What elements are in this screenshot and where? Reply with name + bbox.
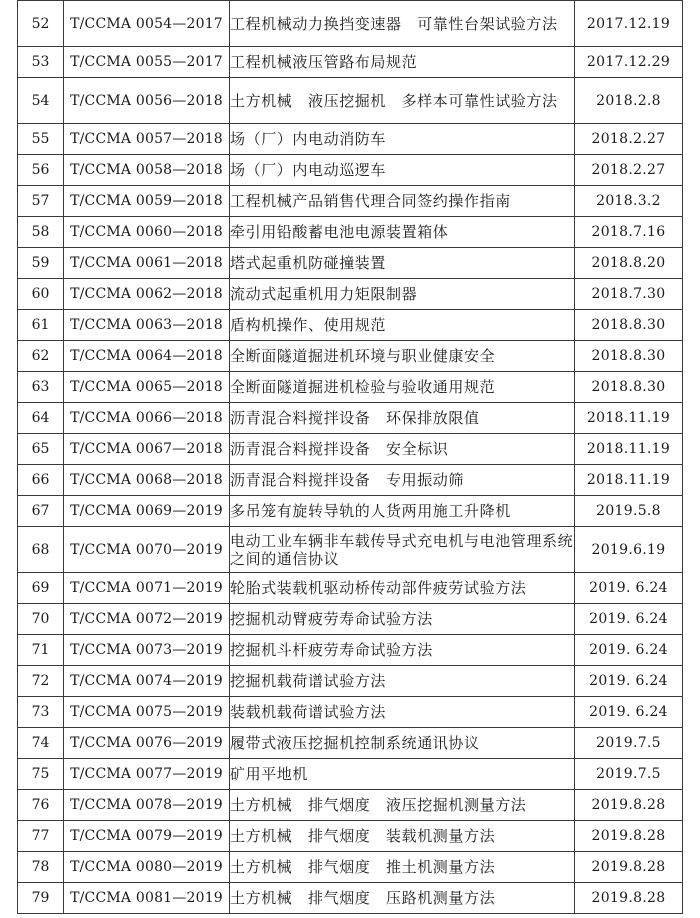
row-number-cell: 61 (18, 310, 64, 341)
row-number-cell: 70 (18, 604, 64, 635)
table-row (18, 666, 683, 697)
standard-code-cell: T/CCMA 0072—2019 (64, 604, 230, 635)
row-number-cell: 57 (18, 186, 64, 217)
standard-name-cell: 场（厂）内电动巡逻车 (230, 155, 575, 186)
standard-name-cell: 土方机械 排气烟度 推土机测量方法 (230, 852, 575, 883)
release-date-cell: 2019.7.5 (575, 759, 683, 790)
table-row (18, 821, 683, 852)
standard-code-cell: T/CCMA 0068—2018 (64, 465, 230, 496)
standard-name-cell: 挖掘机斗杆疲劳寿命试验方法 (230, 635, 575, 666)
release-date-cell: 2018.8.30 (575, 341, 683, 372)
table-row (18, 465, 683, 496)
standard-name-cell: 工程机械产品销售代理合同签约操作指南 (230, 186, 575, 217)
standard-code-cell: T/CCMA 0061—2018 (64, 248, 230, 279)
release-date-cell: 2019. 6.24 (575, 635, 683, 666)
standard-code-cell: T/CCMA 0059—2018 (64, 186, 230, 217)
release-date-cell: 2019. 6.24 (575, 604, 683, 635)
row-number-cell: 76 (18, 790, 64, 821)
standard-code-cell: T/CCMA 0055—2017 (64, 47, 230, 78)
release-date-cell: 2019. 6.24 (575, 697, 683, 728)
standard-name-cell: 流动式起重机用力矩限制器 (230, 279, 575, 310)
release-date-cell: 2019.8.28 (575, 790, 683, 821)
standard-code-cell: T/CCMA 0069—2019 (64, 496, 230, 527)
standard-code-cell: T/CCMA 0079—2019 (64, 821, 230, 852)
standard-code-cell: T/CCMA 0066—2018 (64, 403, 230, 434)
standard-code-cell: T/CCMA 0065—2018 (64, 372, 230, 403)
release-date-cell: 2018.11.19 (575, 434, 683, 465)
row-number-cell: 56 (18, 155, 64, 186)
standard-name-cell: 沥青混合料搅拌设备 专用振动筛 (230, 465, 575, 496)
standard-name-cell: 电动工业车辆非车载传导式充电机与电池管理系统之间的通信协议 (230, 527, 575, 573)
row-number-cell: 74 (18, 728, 64, 759)
standards-table-body (18, 1, 683, 914)
standard-code-cell: T/CCMA 0081—2019 (64, 883, 230, 914)
row-number-cell: 53 (18, 47, 64, 78)
standard-name-cell: 盾构机操作、使用规范 (230, 310, 575, 341)
row-number-cell: 78 (18, 852, 64, 883)
release-date-cell: 2018.2.8 (575, 78, 683, 124)
standard-name-cell: 土方机械 排气烟度 液压挖掘机测量方法 (230, 790, 575, 821)
table-row (18, 697, 683, 728)
standard-name-cell: 塔式起重机防碰撞装置 (230, 248, 575, 279)
release-date-cell: 2019. 6.24 (575, 573, 683, 604)
release-date-cell: 2018.7.30 (575, 279, 683, 310)
standard-name-cell: 装载机载荷谱试验方法 (230, 697, 575, 728)
table-row (18, 186, 683, 217)
row-number-cell: 71 (18, 635, 64, 666)
row-number-cell: 75 (18, 759, 64, 790)
standards-table (17, 0, 683, 914)
standard-name-cell: 沥青混合料搅拌设备 安全标识 (230, 434, 575, 465)
standard-code-cell: T/CCMA 0058—2018 (64, 155, 230, 186)
standard-code-cell: T/CCMA 0062—2018 (64, 279, 230, 310)
release-date-cell: 2018.8.30 (575, 372, 683, 403)
standard-name-cell: 土方机械 排气烟度 装载机测量方法 (230, 821, 575, 852)
row-number-cell: 58 (18, 217, 64, 248)
table-row (18, 496, 683, 527)
standard-code-cell: T/CCMA 0078—2019 (64, 790, 230, 821)
release-date-cell: 2018.8.30 (575, 310, 683, 341)
row-number-cell: 55 (18, 124, 64, 155)
table-row (18, 1, 683, 47)
row-number-cell: 68 (18, 527, 64, 573)
row-number-cell: 73 (18, 697, 64, 728)
standard-name-cell: 多吊笼有旋转导轨的人货两用施工升降机 (230, 496, 575, 527)
standard-code-cell: T/CCMA 0077—2019 (64, 759, 230, 790)
row-number-cell: 60 (18, 279, 64, 310)
standard-code-cell: T/CCMA 0054—2017 (64, 1, 230, 47)
standard-name-cell: 矿用平地机 (230, 759, 575, 790)
standard-code-cell: T/CCMA 0074—2019 (64, 666, 230, 697)
standard-name-cell: 工程机械动力换挡变速器 可靠性台架试验方法 (230, 1, 575, 47)
row-number-cell: 63 (18, 372, 64, 403)
standard-name-cell: 牵引用铅酸蓄电池电源装置箱体 (230, 217, 575, 248)
table-row (18, 47, 683, 78)
standard-name-cell: 轮胎式装载机驱动桥传动部件疲劳试验方法 (230, 573, 575, 604)
table-row (18, 635, 683, 666)
standard-name-cell: 土方机械 液压挖掘机 多样本可靠性试验方法 (230, 78, 575, 124)
table-row (18, 155, 683, 186)
standard-name-cell: 全断面隧道掘进机环境与职业健康安全 (230, 341, 575, 372)
row-number-cell: 79 (18, 883, 64, 914)
row-number-cell: 65 (18, 434, 64, 465)
standard-name-cell: 挖掘机载荷谱试验方法 (230, 666, 575, 697)
row-number-cell: 69 (18, 573, 64, 604)
release-date-cell: 2019.7.5 (575, 728, 683, 759)
table-row (18, 790, 683, 821)
table-row (18, 434, 683, 465)
standard-name-cell: 工程机械液压管路布局规范 (230, 47, 575, 78)
row-number-cell: 62 (18, 341, 64, 372)
release-date-cell: 2019.8.28 (575, 883, 683, 914)
release-date-cell: 2018.2.27 (575, 155, 683, 186)
release-date-cell: 2018.11.19 (575, 403, 683, 434)
release-date-cell: 2018.11.19 (575, 465, 683, 496)
row-number-cell: 59 (18, 248, 64, 279)
release-date-cell: 2019. 6.24 (575, 666, 683, 697)
table-row (18, 852, 683, 883)
release-date-cell: 2018.8.20 (575, 248, 683, 279)
table-row (18, 372, 683, 403)
standard-code-cell: T/CCMA 0060—2018 (64, 217, 230, 248)
standard-name-cell: 全断面隧道掘进机检验与验收通用规范 (230, 372, 575, 403)
row-number-cell: 64 (18, 403, 64, 434)
standard-code-cell: T/CCMA 0067—2018 (64, 434, 230, 465)
table-row (18, 883, 683, 914)
row-number-cell: 66 (18, 465, 64, 496)
release-date-cell: 2019.8.28 (575, 821, 683, 852)
standard-code-cell: T/CCMA 0071—2019 (64, 573, 230, 604)
row-number-cell: 52 (18, 1, 64, 47)
standard-name-cell: 场（厂）内电动消防车 (230, 124, 575, 155)
release-date-cell: 2019.5.8 (575, 496, 683, 527)
release-date-cell: 2019.6.19 (575, 527, 683, 573)
table-row (18, 573, 683, 604)
row-number-cell: 54 (18, 78, 64, 124)
table-row (18, 124, 683, 155)
table-row (18, 217, 683, 248)
standard-name-cell: 挖掘机动臂疲劳寿命试验方法 (230, 604, 575, 635)
release-date-cell: 2018.7.16 (575, 217, 683, 248)
standard-name-cell: 履带式液压挖掘机控制系统通讯协议 (230, 728, 575, 759)
table-row (18, 403, 683, 434)
standard-code-cell: T/CCMA 0080—2019 (64, 852, 230, 883)
standard-code-cell: T/CCMA 0076—2019 (64, 728, 230, 759)
standard-code-cell: T/CCMA 0063—2018 (64, 310, 230, 341)
table-row (18, 310, 683, 341)
row-number-cell: 77 (18, 821, 64, 852)
standard-code-cell: T/CCMA 0070—2019 (64, 527, 230, 573)
table-row (18, 248, 683, 279)
release-date-cell: 2018.2.27 (575, 124, 683, 155)
table-row (18, 604, 683, 635)
standard-code-cell: T/CCMA 0073—2019 (64, 635, 230, 666)
table-row (18, 78, 683, 124)
release-date-cell: 2017.12.29 (575, 47, 683, 78)
release-date-cell: 2019.8.28 (575, 852, 683, 883)
standard-code-cell: T/CCMA 0056—2018 (64, 78, 230, 124)
standard-name-cell: 土方机械 排气烟度 压路机测量方法 (230, 883, 575, 914)
row-number-cell: 67 (18, 496, 64, 527)
release-date-cell: 2018.3.2 (575, 186, 683, 217)
release-date-cell: 2017.12.19 (575, 1, 683, 47)
table-row (18, 759, 683, 790)
standard-name-cell: 沥青混合料搅拌设备 环保排放限值 (230, 403, 575, 434)
row-number-cell: 72 (18, 666, 64, 697)
table-row (18, 527, 683, 573)
table-row (18, 279, 683, 310)
standard-code-cell: T/CCMA 0075—2019 (64, 697, 230, 728)
standard-code-cell: T/CCMA 0057—2018 (64, 124, 230, 155)
standard-code-cell: T/CCMA 0064—2018 (64, 341, 230, 372)
table-row (18, 728, 683, 759)
table-row (18, 341, 683, 372)
